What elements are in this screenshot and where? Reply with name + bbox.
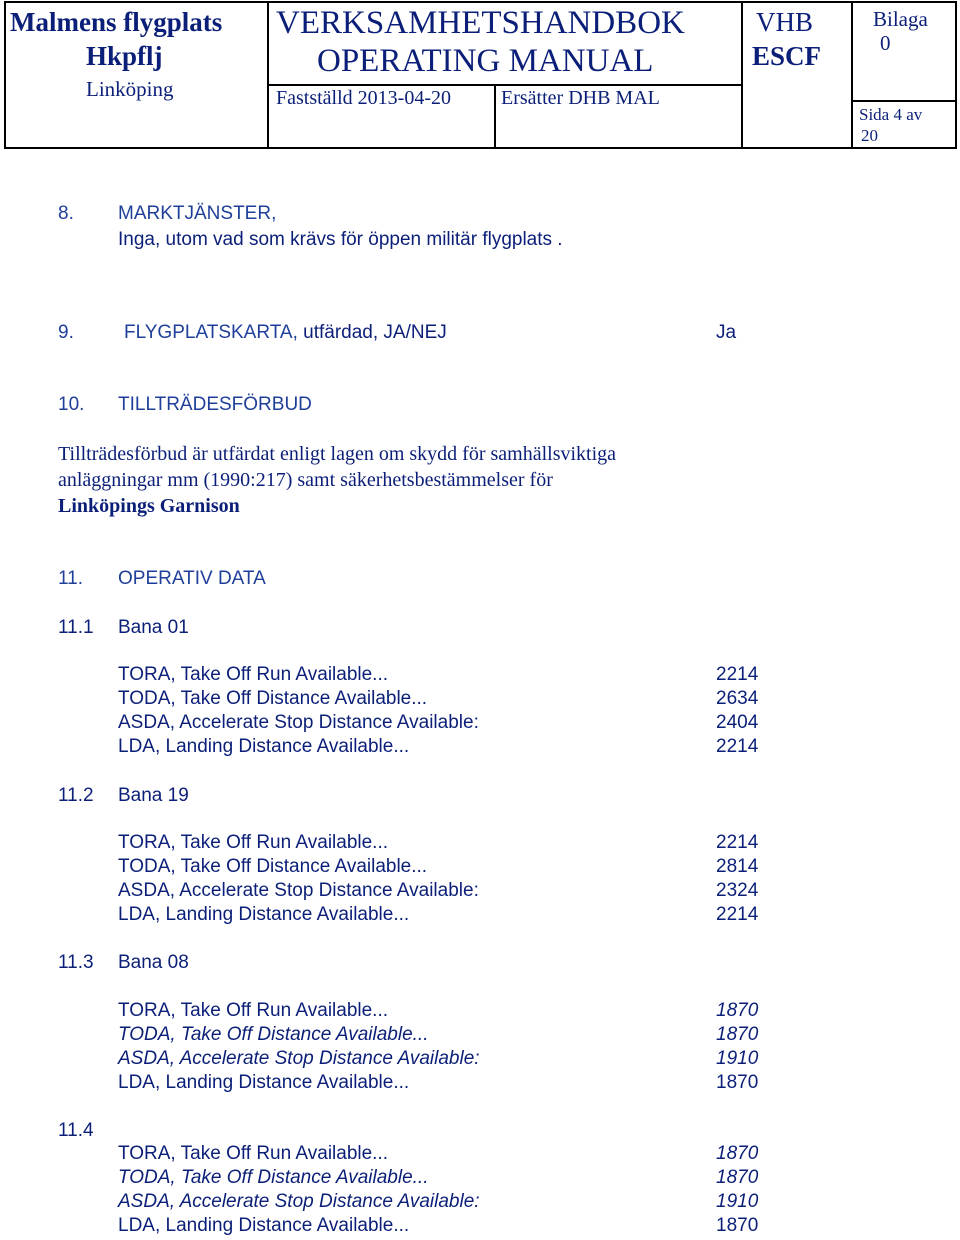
runway-2-name: Bana 19: [118, 785, 189, 806]
runway-4-lda-label: LDA, Landing Distance Available...: [118, 1215, 410, 1236]
runway-2-number: 11.2: [58, 785, 94, 806]
document-header: [4, 1, 957, 149]
runway-4-lda-value: 1870: [716, 1215, 759, 1236]
runway-1-lda-value: 2214: [716, 736, 759, 757]
runway-1-lda-label: LDA, Landing Distance Available...: [118, 736, 410, 757]
runway-1-tora-label: TORA, Take Off Run Available...: [118, 664, 389, 685]
header-divider-1: [267, 1, 269, 149]
runway-4-tora-label: TORA, Take Off Run Available...: [118, 1143, 389, 1164]
runway-1-name: Bana 01: [118, 617, 189, 638]
header-border-left: [4, 1, 6, 149]
org-city: Linköping: [86, 77, 174, 101]
page-total: 20: [861, 126, 878, 145]
runway-2-asda-label: ASDA, Accelerate Stop Distance Available:: [118, 880, 479, 901]
runway-4-number: 11.4: [58, 1120, 94, 1141]
runway-1-number: 11.1: [58, 617, 94, 638]
runway-3-tora-label: TORA, Take Off Run Available...: [118, 1000, 389, 1021]
runway-3-toda-value: 1870: [716, 1024, 759, 1045]
section-11-number: 11.: [58, 568, 84, 589]
runway-1-tora-value: 2214: [716, 664, 759, 685]
runway-3-number: 11.3: [58, 952, 94, 973]
doc-code-1: VHB: [756, 7, 814, 37]
runway-3-name: Bana 08: [118, 952, 189, 973]
doc-code-2: ESCF: [752, 41, 822, 71]
runway-3-lda-value: 1870: [716, 1072, 759, 1093]
doc-replaces: Ersätter DHB MAL: [501, 87, 660, 109]
section-10-para-line1: Tillträdesförbud är utfärdat enligt lagen om skydd för samhällsviktiga: [58, 443, 617, 465]
runway-2-toda-value: 2814: [716, 856, 759, 877]
runway-1-asda-label: ASDA, Accelerate Stop Distance Available:: [118, 712, 479, 733]
runway-4-asda-value: 1910: [716, 1191, 759, 1212]
section-9-line: [124, 322, 447, 344]
section-10-para-line2: anläggningar mm (1990:217) samt säkerhetsbestämmelser för: [58, 469, 553, 491]
org-code: Hkpflj: [86, 41, 163, 71]
section-9-number: 9.: [58, 322, 74, 343]
org-name: Malmens flygplats: [10, 7, 223, 37]
section-10-para-line3: Linköpings Garnison: [58, 495, 240, 517]
section-8-text: Inga, utom vad som krävs för öppen militär flygplats .: [118, 229, 563, 250]
runway-4-tora-value: 1870: [716, 1143, 759, 1164]
header-border-right: [955, 1, 957, 149]
section-8-heading: MARKTJÄNSTER,: [118, 203, 277, 224]
section-11-heading: OPERATIV DATA: [118, 568, 266, 589]
runway-3-tora-value: 1870: [716, 1000, 759, 1021]
runway-3-asda-label: ASDA, Accelerate Stop Distance Available:: [118, 1048, 480, 1069]
runway-2-tora-value: 2214: [716, 832, 759, 853]
runway-4-asda-label: ASDA, Accelerate Stop Distance Available:: [118, 1191, 480, 1212]
runway-2-lda-label: LDA, Landing Distance Available...: [118, 904, 410, 925]
runway-3-toda-label: TODA, Take Off Distance Available...: [118, 1024, 429, 1045]
section-10-heading: TILLTRÄDESFÖRBUD: [118, 394, 312, 415]
header-divider-4: [494, 84, 496, 149]
header-divider-h2: [851, 100, 957, 102]
runway-4-toda-value: 1870: [716, 1167, 759, 1188]
doc-title-en: OPERATING MANUAL: [317, 43, 654, 79]
runway-2-toda-label: TODA, Take Off Distance Available...: [118, 856, 428, 877]
runway-3-lda-label: LDA, Landing Distance Available...: [118, 1072, 410, 1093]
runway-1-asda-value: 2404: [716, 712, 759, 733]
section-10-number: 10.: [58, 394, 85, 415]
header-border-top: [4, 1, 957, 3]
section-9-answer: Ja: [716, 322, 737, 343]
header-border-bottom: [4, 147, 957, 149]
bilaga-number: 0: [880, 31, 891, 55]
doc-title-sv: VERKSAMHETSHANDBOK: [276, 5, 685, 41]
bilaga-label: Bilaga: [873, 7, 928, 31]
runway-1-toda-label: TODA, Take Off Distance Available...: [118, 688, 428, 709]
section-9-heading: FLYGPLATSKARTA,: [124, 322, 298, 343]
header-divider-h1: [267, 84, 743, 86]
header-divider-2: [741, 1, 743, 149]
runway-3-asda-value: 1910: [716, 1048, 759, 1069]
runway-1-toda-value: 2634: [716, 688, 759, 709]
runway-2-asda-value: 2324: [716, 880, 759, 901]
page-indicator: Sida 4 av: [859, 105, 923, 124]
runway-2-tora-label: TORA, Take Off Run Available...: [118, 832, 389, 853]
section-8-number: 8.: [58, 203, 74, 224]
runway-4-toda-label: TODA, Take Off Distance Available...: [118, 1167, 429, 1188]
runway-2-lda-value: 2214: [716, 904, 759, 925]
header-divider-3: [851, 1, 853, 149]
doc-established-date: Fastställd 2013-04-20: [276, 87, 451, 109]
section-9-rest: utfärdad, JA/NEJ: [297, 322, 447, 343]
